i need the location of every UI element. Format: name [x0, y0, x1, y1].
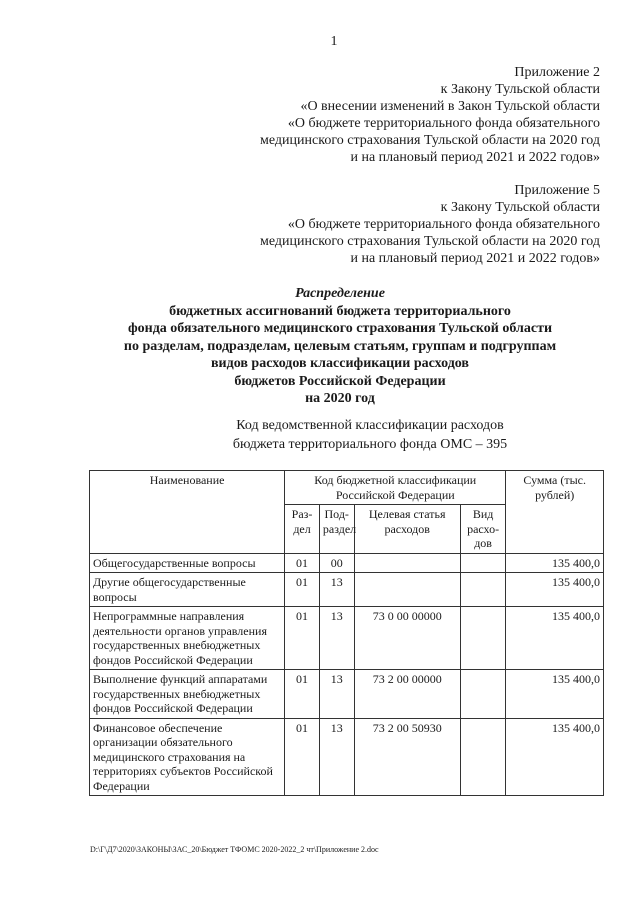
department-code	[150, 416, 590, 454]
row-type	[460, 607, 506, 670]
row-subsection: 13	[319, 718, 354, 796]
row-subsection: 13	[319, 573, 354, 607]
row-sum: 135 400,0	[506, 670, 604, 719]
appendix-2-line: «О бюджете территориального фонда обязательного	[287, 116, 600, 131]
table-row	[90, 553, 604, 573]
row-section: 01	[285, 553, 320, 573]
appendix-5-line: медицинского страхования Тульской области на 2020 год	[260, 234, 600, 249]
header-classification: Код бюджетной классификации Российской Федерации	[285, 471, 506, 505]
row-section: 01	[285, 573, 320, 607]
title-line: видов расходов классификации расходов	[211, 356, 469, 371]
title-line: по разделам, подразделам, целевым статьям, группам и подгруппам	[123, 338, 557, 354]
header-target: Целевая статья расходов	[354, 505, 460, 554]
row-target	[354, 553, 460, 573]
row-subsection: 13	[319, 607, 354, 670]
row-name: Непрограммные направления деятельности органов управления государственных внебюджетных фондов Российской Федерации	[90, 607, 285, 670]
appendix-2-header	[80, 64, 600, 166]
row-sum: 135 400,0	[506, 553, 604, 573]
row-target: 73 2 00 00000	[354, 670, 460, 719]
title-main: Распределение	[295, 286, 385, 301]
row-sum: 135 400,0	[506, 573, 604, 607]
appendix-2-line: медицинского страхования Тульской области на 2020 год	[260, 133, 600, 148]
department-code-line: Код ведомственной классификации расходов	[236, 418, 504, 433]
row-section: 01	[285, 607, 320, 670]
budget-table	[89, 470, 604, 796]
row-target	[354, 573, 460, 607]
page-number: 1	[330, 34, 338, 49]
file-path-footer: D:\Г\Д7\2020\ЗАКОНЫ\ЗАС_20\Бюджет ТФОМС 2020-2022_2 чт\Приложение 2.doc	[90, 845, 379, 854]
table-row	[90, 573, 604, 607]
row-name: Общегосударственные вопросы	[90, 553, 285, 573]
row-type	[460, 718, 506, 796]
row-name: Выполнение функций аппаратами государственных внебюджетных фондов Российской Федерации	[90, 670, 285, 719]
appendix-5-line: «О бюджете территориального фонда обязательного	[287, 217, 600, 232]
table-row	[90, 718, 604, 796]
header-type: Вид расхо-дов	[460, 505, 506, 554]
row-sum: 135 400,0	[506, 607, 604, 670]
row-sum: 135 400,0	[506, 718, 604, 796]
row-name: Другие общегосударственные вопросы	[90, 573, 285, 607]
department-code-line: бюджета территориального фонда ОМС – 395	[232, 437, 508, 452]
row-name: Финансовое обеспечение организации обязательного медицинского страхования на территориях субъектов Российской Федерации	[90, 718, 285, 796]
appendix-2-line: к Закону Тульской области	[440, 82, 600, 97]
header-sum: Сумма (тыс. рублей)	[506, 471, 604, 554]
row-type	[460, 553, 506, 573]
table-header-row	[90, 471, 604, 505]
row-subsection: 13	[319, 670, 354, 719]
row-type	[460, 670, 506, 719]
row-section: 01	[285, 670, 320, 719]
appendix-5-line: Приложение 5	[514, 183, 600, 198]
row-type	[460, 573, 506, 607]
title-line: бюджетов Российской Федерации	[234, 373, 446, 389]
appendix-2-line: Приложение 2	[514, 65, 600, 80]
title-line: фонда обязательного медицинского страхования Тульской области	[127, 321, 553, 336]
appendix-5-header	[80, 182, 600, 267]
row-target: 73 0 00 00000	[354, 607, 460, 670]
row-target: 73 2 00 50930	[354, 718, 460, 796]
row-section: 01	[285, 718, 320, 796]
document-title	[60, 285, 620, 408]
table-row	[90, 607, 604, 670]
header-name: Наименование	[90, 471, 285, 554]
appendix-2-line: «О внесении изменений в Закон Тульской области	[300, 99, 600, 114]
row-subsection: 00	[319, 553, 354, 573]
title-line: на 2020 год	[305, 391, 375, 406]
header-section: Раз-дел	[285, 505, 320, 554]
header-subsection: Под-раздел	[319, 505, 354, 554]
title-line: бюджетных ассигнований бюджета территориального	[169, 303, 511, 319]
appendix-5-line: к Закону Тульской области	[440, 200, 600, 215]
appendix-2-line: и на плановый период 2021 и 2022 годов»	[350, 150, 600, 165]
appendix-5-line: и на плановый период 2021 и 2022 годов»	[350, 251, 600, 266]
table-row	[90, 670, 604, 719]
